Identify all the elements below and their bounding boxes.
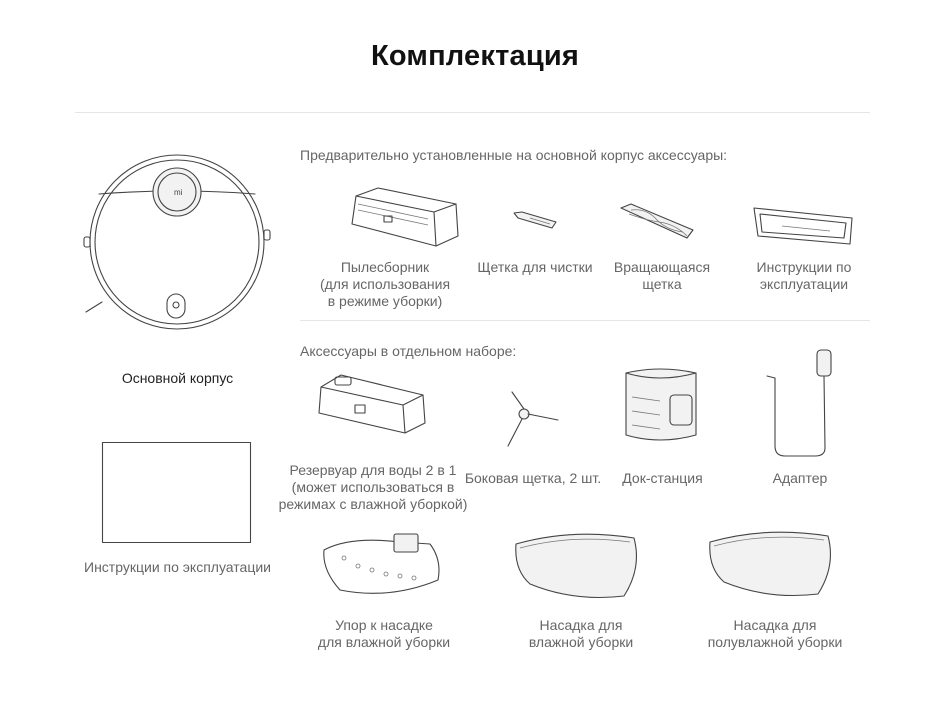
page-title: Комплектация: [371, 40, 579, 72]
robot-vacuum-icon: [82, 152, 272, 337]
manual-booklet-icon: [102, 442, 252, 544]
cleaning-brush-label: Щетка для чистки: [477, 259, 593, 275]
manual-left-label: Инструкции по эксплуатации: [84, 559, 271, 575]
section-divider: [300, 320, 870, 321]
dustbin-icon: [348, 186, 463, 251]
adapter-label: Адаптер: [772, 470, 828, 486]
main-body-label: Основной корпус: [121, 370, 234, 386]
mop-pad-semi-label: Насадка для полувлажной уборки: [707, 617, 843, 650]
brush-cover-icon: [752, 206, 857, 246]
side-brush-label: Боковая щетка, 2 шт.: [464, 470, 602, 486]
dustbin-label: Пылесборник (для использования в режиме уборки): [319, 259, 451, 309]
rotating-brush-label: Вращающаяся щетка: [613, 259, 711, 292]
mop-pad-semi-icon: [706, 528, 838, 600]
separate-heading: Аксессуары в отдельном наборе:: [300, 343, 517, 359]
dock-station-icon: [620, 365, 702, 445]
svg-text:mi: mi: [174, 188, 183, 197]
dock-label: Док-станция: [622, 470, 703, 486]
preinstalled-heading: Предварительно установленные на основной корпус аксессуары:: [300, 147, 728, 163]
mop-pad-label: Насадка для влажной уборки: [528, 617, 634, 650]
side-brush-icon: [498, 390, 560, 448]
rotating-brush-icon: [617, 200, 697, 242]
cleaning-brush-icon: [512, 210, 558, 230]
water-tank-icon: [315, 373, 430, 438]
mop-bracket-icon: [320, 530, 445, 602]
adapter-icon: [765, 348, 835, 458]
water-tank-label: Резервуар для воды 2 в 1 (может использоваться в режимах с влажной уборкой): [278, 462, 468, 512]
mop-bracket-label: Упор к насадке для влажной уборки: [317, 617, 451, 650]
title-divider: [75, 112, 870, 113]
mop-pad-icon: [512, 530, 644, 602]
manual-label: Инструкции по эксплуатации: [756, 259, 852, 292]
